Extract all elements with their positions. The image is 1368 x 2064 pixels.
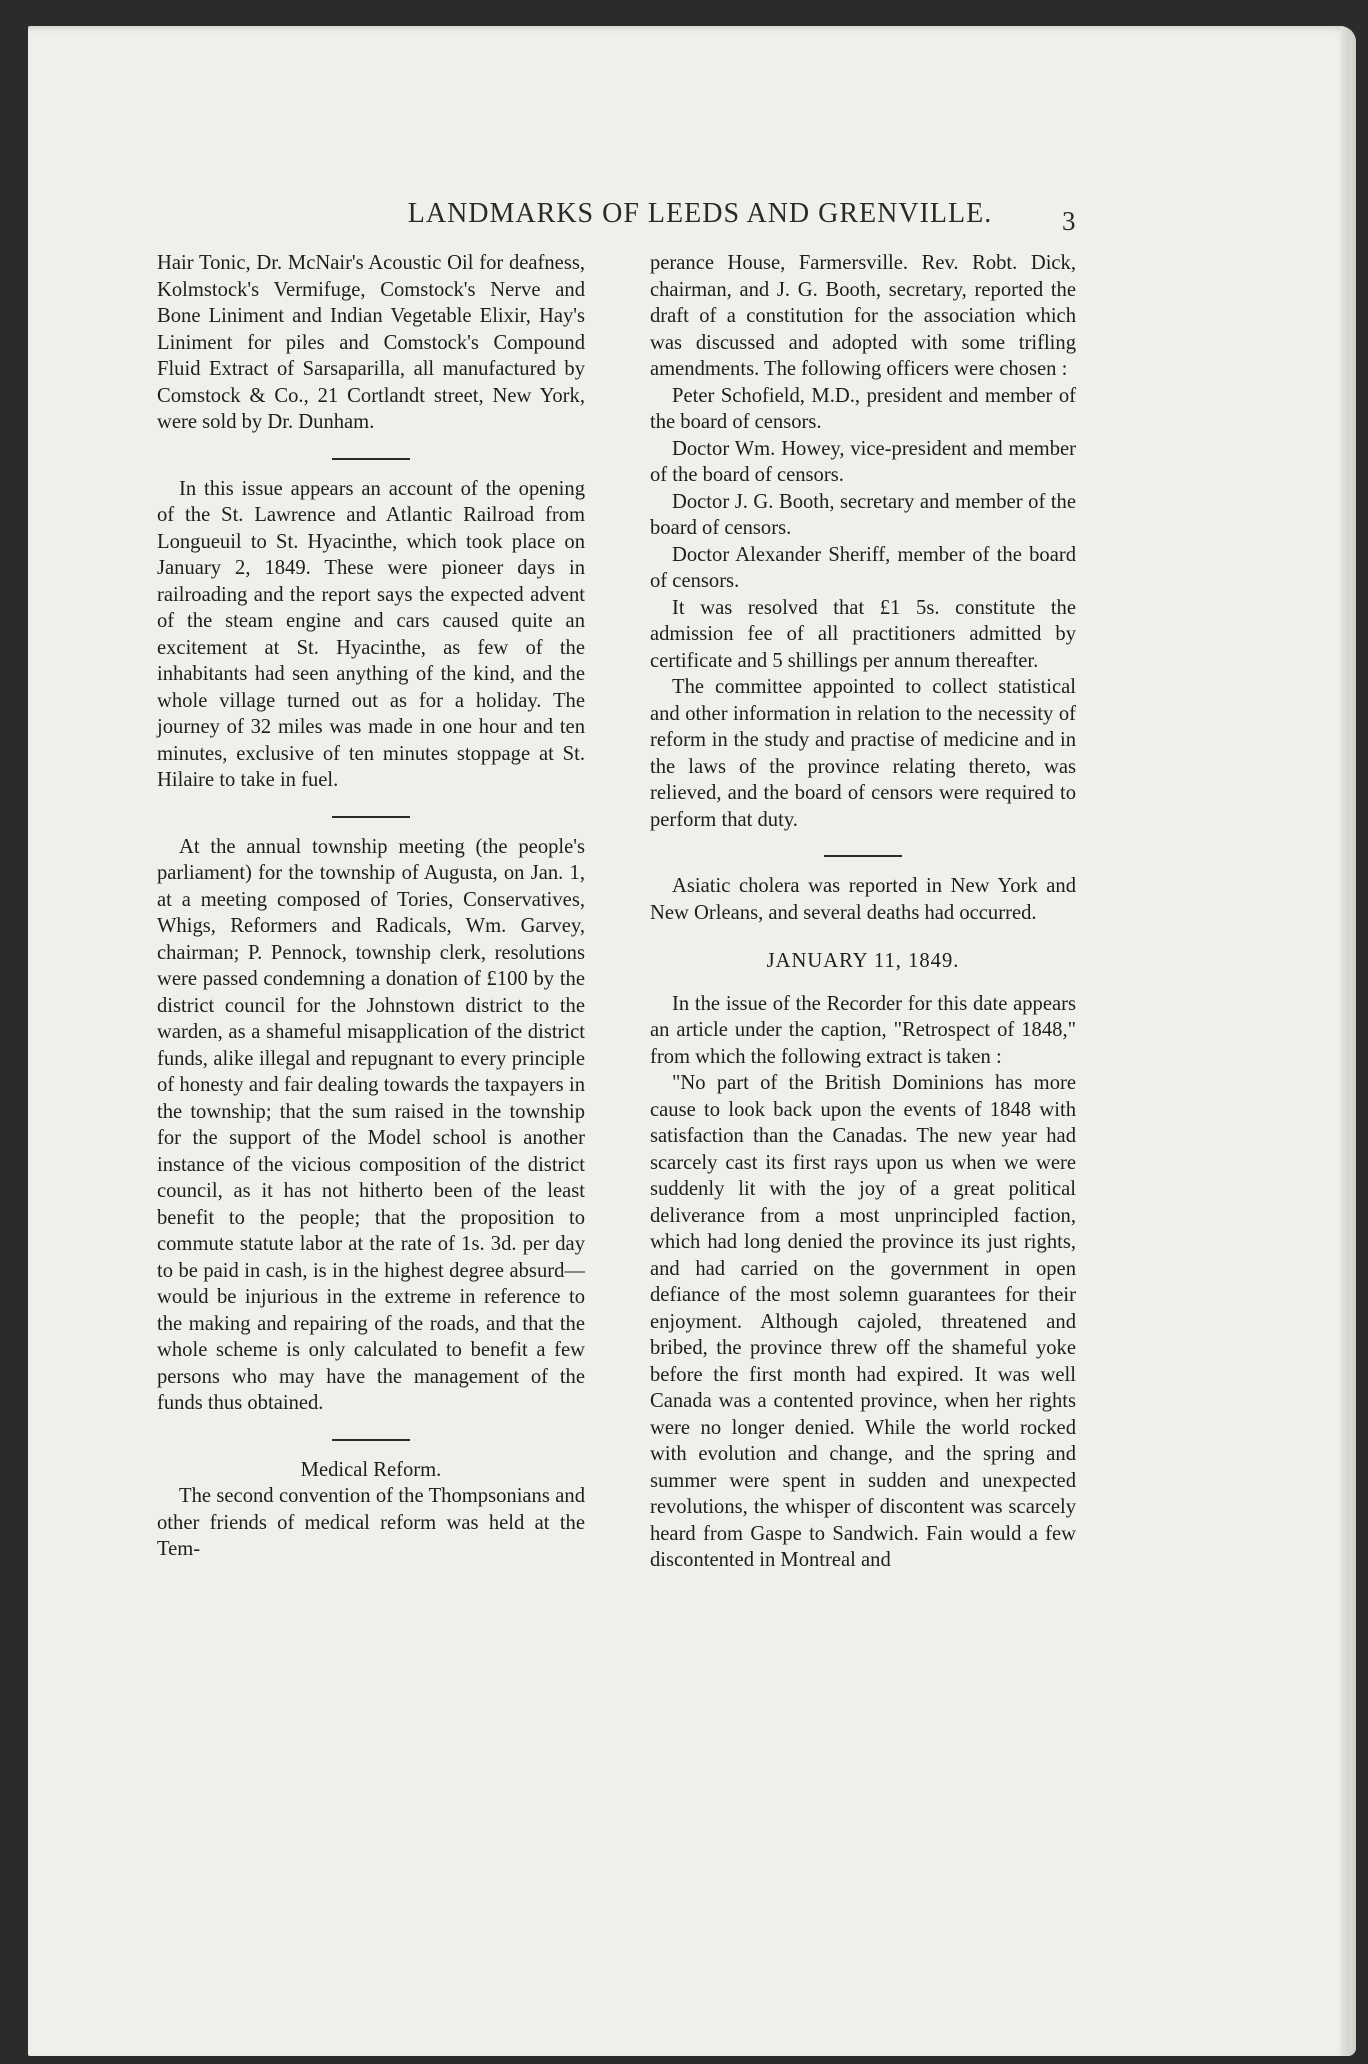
section-divider (824, 855, 902, 857)
paragraph-patent-medicines: Hair Tonic, Dr. McNair's Acoustic Oil for deafness, Kolmstock's Vermifuge, Comstock's Nerve and Bone Liniment and Indian Vegetable Elixir, Hay's Liniment for piles and Comstock's Compound Fluid Extract of Sarsaparilla, all manufactured by Comstock & Co., 21 Cortlandt street, New York, were sold by Dr. Dunham. (157, 252, 585, 433)
paragraph-officer-howey: Doctor Wm. Howey, vice-president and member of the board of censors. (650, 437, 1076, 486)
left-column (157, 250, 585, 1563)
page-number: 3 (1062, 206, 1076, 236)
section-divider (332, 458, 410, 460)
paragraph-temperance-house: perance House, Farmersville. Rev. Robt. Dick, chairman, and J. G. Booth, secretary, reported the draft of a constitution for the association which was discussed and adopted with some trifling amendments. The following officers were chosen : (650, 252, 1076, 380)
paragraph-officer-booth: Doctor J. G. Booth, secretary and member of the board of censors. (650, 490, 1076, 539)
section-divider (332, 816, 410, 818)
paragraph-committee: The committee appointed to collect statistical and other information in relation to the necessity of reform in the study and practise of medicine and in the laws of the province relating thereto, was relieved, and the board of censors were required to perform that duty. (650, 676, 1076, 831)
paragraph-admission-fee: It was resolved that £1 5s. constitute the admission fee of all practitioners admitted by certificate and 5 shillings per annum thereafter. (650, 596, 1076, 672)
running-header: LANDMARKS OF LEEDS AND GRENVILLE. (407, 198, 993, 229)
paragraph-officer-schofield: Peter Schofield, M.D., president and member of the board of censors. (650, 384, 1076, 433)
right-column (650, 250, 1076, 1574)
page-edge (1340, 26, 1350, 2056)
paragraph-railroad: In this issue appears an account of the opening of the St. Lawrence and Atlantic Railroad from Longueuil to St. Hyacinthe, which took place on January 2, 1849. These were pioneer days in railroading and the report says the expected advent of the steam engine and cars caused quite an excitement at St. Hyacinthe, as few of the inhabitants had seen anything of the kind, and the whole village turned out as for a holiday. The journey of 32 miles was made in one hour and ten minutes, exclusive of ten minutes stoppage at St. Hilaire to take in fuel. (157, 477, 585, 791)
subheading-medical-reform: Medical Reform. (300, 1458, 442, 1481)
section-divider (332, 1439, 410, 1441)
paragraph-convention: The second convention of the Thompsonians and other friends of medical reform was held at the Tem- (157, 1485, 585, 1560)
paragraph-officer-sheriff: Doctor Alexander Sheriff, member of the board of censors. (650, 543, 1076, 592)
paragraph-retrospect-quote: "No part of the British Dominions has more cause to look back upon the events of 1848 with satisfaction than the Canadas. The new year had scarcely cast its first rays upon us when we were suddenly lit with the joy of a great political deliverance from a most unprincipled faction, which had long denied the province its just rights, and had carried on the government in open defiance of the most solemn guarantees for their enjoyment. Although cajoled, threatened and bribed, the province threw off the shameful yoke before the first month had expired. It was well Canada was a contented province, when her rights were no longer denied. While the world rocked with evolution and change, and the spring and summer were spent in sudden and unexpected revolutions, the whisper of discontent was scarcely heard from Gaspe to Sandwich. Fain would a few discontented in Montreal and (650, 1072, 1076, 1571)
date-heading: JANUARY 11, 1849. (766, 950, 960, 972)
paragraph-cholera: Asiatic cholera was reported in New York and New Orleans, and several deaths had occurred. (650, 875, 1076, 924)
paragraph-township-meeting: At the annual township meeting (the people's parliament) for the township of Augusta, on Jan. 1, at a meeting composed of Tories, Conservatives, Whigs, Reformers and Radicals, Wm. Garvey, chairman; P. Pennock, township clerk, resolutions were passed condemning a donation of £100 by the district council for the Johnstown district to the warden, as a shameful misapplication of the district funds, alike illegal and repugnant to every principle of honesty and fair dealing towards the taxpayers in the township; that the sum raised in the township for the support of the Model school is another instance of the vicious composition of the district council, as it has not hitherto been of the least benefit to the people; that the proposition to commute statute labor at the rate of 1s. 3d. per day to be paid in cash, is in the highest degree absurd—would be injurious in the extreme in reference to the making and repairing of the roads, and that the whole scheme is only calculated to benefit a few persons who may have the management of the funds thus obtained. (157, 835, 585, 1414)
paragraph-recorder-issue: In the issue of the Recorder for this date appears an article under the caption, "Retrospect of 1848," from which the following extract is taken : (650, 992, 1076, 1068)
